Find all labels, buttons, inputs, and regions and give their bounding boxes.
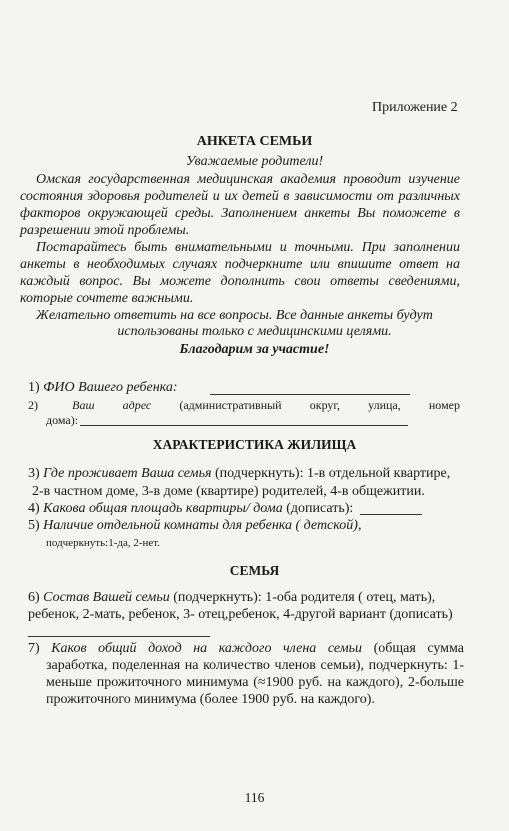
question-3-options-line2: 2-в частном доме, 3-в доме (квартире) родителей, 4-в общежитии.: [32, 484, 425, 499]
question-number: 2): [28, 398, 38, 412]
intro-p1-line: состояния здоровья родителей и их детей в зависимости от различных: [20, 189, 460, 204]
question-number: 5): [28, 518, 40, 533]
question-number: 7): [28, 641, 40, 656]
answer-line-q1[interactable]: [210, 394, 410, 395]
q7-line: заработка, поделенная на количество членов семьи), подчеркнуть: 1-: [46, 658, 464, 673]
intro-p1-line: Омская государственная медицинская академия проводит изучение: [36, 172, 460, 187]
intro-p2-line: анкеты в необходимых случаях подчеркните или впишите ответ на: [20, 257, 460, 272]
appendix-label: Приложение 2: [372, 100, 458, 115]
intro-paragraph-2: [20, 239, 460, 307]
question-2: [28, 398, 460, 413]
answer-line-q2[interactable]: [80, 425, 408, 426]
question-1-label: ФИО Вашего ребенка:: [43, 380, 178, 395]
question-3-options: (подчеркнуть): 1-в отдельной квартире,: [211, 466, 451, 481]
question-3-label: Где проживает Ваша семья: [43, 466, 212, 481]
intro-p2-line: Постарайтесь быть внимательными и точными. При заполнении: [36, 240, 460, 255]
question-5-label: Наличие отдельной комнаты для ребенка ( детской): [43, 518, 358, 533]
question-7: [28, 640, 464, 657]
q2-word: адрес: [122, 398, 152, 412]
question-4-label: Какова общая площадь квартиры/ дома: [43, 501, 283, 516]
question-number: 6): [28, 590, 40, 605]
intro-p1-line: факторов окружающей среды. Заполнением анкеты Вы поможете в: [20, 206, 460, 221]
intro-paragraph-3: [36, 307, 433, 324]
q2-word: Ваш: [72, 398, 95, 412]
question-6: [28, 590, 435, 606]
answer-line-q4[interactable]: [360, 514, 422, 515]
q7-word: на: [193, 641, 208, 656]
intro-p3-line: использованы только с медицинскими целями.: [117, 324, 392, 339]
answer-line-q6[interactable]: [28, 636, 210, 637]
question-1: [28, 380, 178, 396]
page-number: 116: [244, 790, 265, 805]
section-title-family: СЕМЬЯ: [229, 563, 280, 578]
question-number: 3): [28, 466, 40, 481]
q7-word: сумма: [427, 641, 464, 656]
intro-p2-line: которые сочтете важными.: [20, 291, 194, 306]
q7-line: прожиточного минимума (более 1900 руб. на каждого).: [46, 692, 375, 707]
q2-word: (административный: [179, 398, 282, 412]
intro-p1-line: разрешении этой проблемы.: [20, 223, 190, 238]
q2-word: улица,: [368, 398, 401, 412]
question-number: 4): [28, 501, 40, 516]
intro-p2-line: каждый вопрос. Вы можете дополнить свои ответы сведениями,: [20, 274, 460, 289]
question-3: [28, 466, 450, 482]
q7-word: семьи: [327, 641, 363, 656]
question-6-options-line2: ребенок, 2-мать, ребенок, 3- отец,ребенок, 4-другой вариант (дописать): [28, 607, 453, 622]
intro-paragraph-1: [20, 171, 460, 239]
document-title: АНКЕТА СЕМЬИ: [196, 134, 313, 149]
q7-line: меньше прожиточного минимума (≈1900 руб. на каждого), 2-больше: [46, 675, 464, 690]
thanks-line: Благодарим за участие!: [179, 342, 330, 357]
q7-word: доход: [148, 641, 182, 656]
question-4: [28, 501, 353, 517]
q7-word: общий: [98, 641, 137, 656]
q7-word: каждого: [218, 641, 272, 656]
question-5-comma: ,: [357, 518, 362, 533]
question-4-hint: (дописать):: [282, 501, 354, 516]
question-5-options: подчеркнуть:1-да, 2-нет.: [46, 537, 160, 549]
intro-p3-line: Желательно ответить на все вопросы. Все данные анкеты будут: [36, 308, 433, 323]
question-5: [28, 518, 361, 534]
question-6-options: (подчеркнуть): 1-оба родителя ( отец, мать),: [169, 590, 436, 605]
greeting: Уважаемые родители!: [185, 154, 324, 169]
q2-word: округ,: [309, 398, 340, 412]
q2-word: номер: [428, 398, 460, 412]
question-number: 1): [28, 380, 40, 395]
q2-line2: дома):: [46, 413, 79, 427]
question-7-body: [46, 657, 464, 708]
q7-word: (общая: [373, 641, 416, 656]
q7-word: члена: [283, 641, 317, 656]
question-6-label: Состав Вашей семьи: [43, 590, 170, 605]
section-title-housing: ХАРАКТЕРИСТИКА ЖИЛИЩА: [152, 437, 357, 452]
q7-word: Каков: [51, 641, 87, 656]
